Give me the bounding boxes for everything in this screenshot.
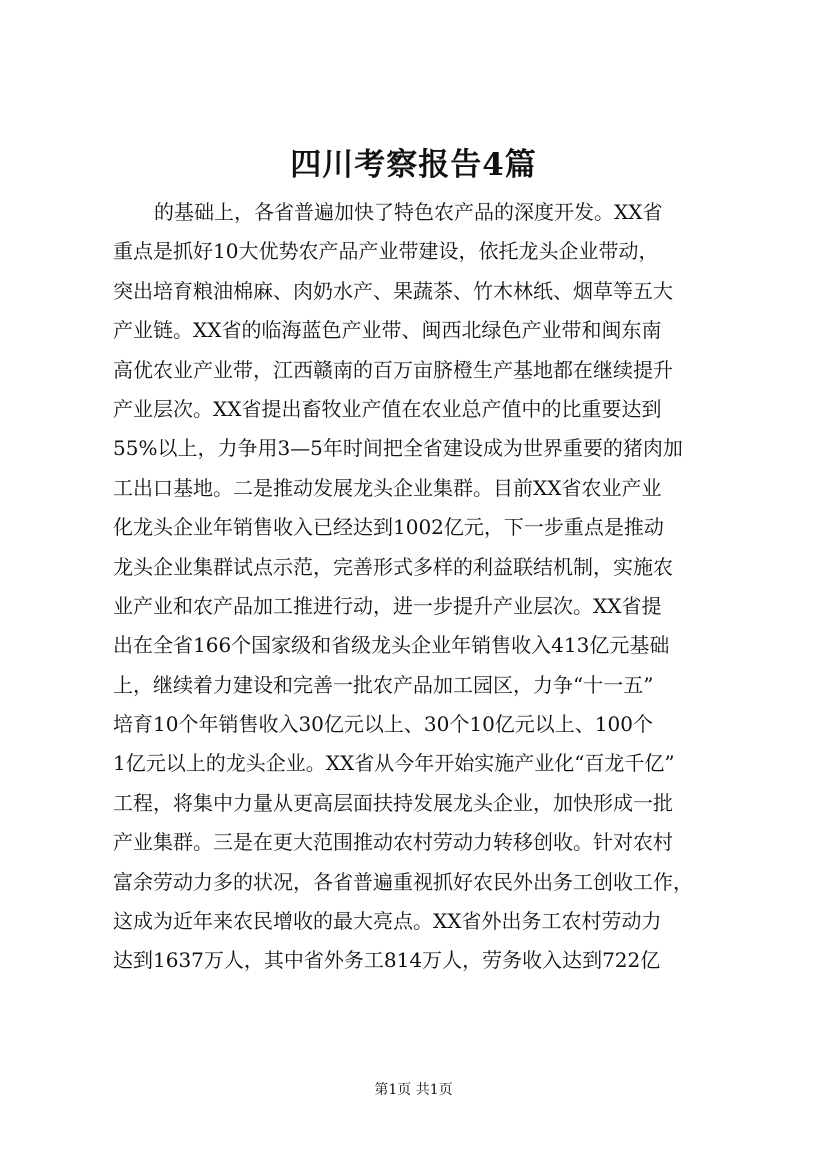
- body-line: 培育10个年销售收入30亿元以上、30个10亿元以上、100个: [113, 712, 653, 737]
- body-line: 突出培育粮油棉麻、肉奶水产、果蔬茶、竹木林纸、烟草等五大: [113, 278, 673, 303]
- body-line: 产业链。XX省的临海蓝色产业带、闽西北绿色产业带和闽东南: [113, 318, 662, 343]
- body-line: 1亿元以上的龙头企业。XX省从今年开始实施产业化“百龙千亿”: [113, 751, 675, 776]
- body-line: 这成为近年来农民增收的最大亮点。XX省外出务工农村劳动力: [113, 909, 662, 934]
- body-line: 工出口基地。二是推动发展龙头企业集群。目前XX省农业产业: [113, 475, 662, 500]
- body-line: 富余劳动力多的状况，各省普遍重视抓好农民外出务工创收工作，: [113, 869, 693, 894]
- body-line: 高优农业产业带，江西赣南的百万亩脐橙生产基地都在继续提升: [113, 357, 673, 382]
- body-line: 产业层次。XX省提出畜牧业产值在农业总产值中的比重要达到: [113, 396, 662, 421]
- body-line: 的基础上，各省普遍加快了特色农产品的深度开发。XX省: [154, 200, 663, 224]
- body-line: 重点是抓好10大优势农产品产业带建设，依托龙头企业带动，: [113, 239, 659, 264]
- body-line: 上，继续着力建设和完善一批农产品加工园区，力争“十一五”: [113, 672, 654, 697]
- document-title: 四川考察报告4篇: [290, 147, 537, 183]
- body-line: 业产业和农产品加工推进行动，进一步提升产业层次。XX省提: [113, 593, 662, 618]
- document-body: [113, 193, 713, 981]
- body-line: 龙头企业集群试点示范，完善形式多样的利益联结机制，实施农: [113, 554, 673, 579]
- body-line: 55%以上，力争用3—5年时间把全省建设成为世界重要的猪肉加: [113, 436, 683, 461]
- body-line: 出在全省166个国家级和省级龙头企业年销售收入413亿元基础: [113, 633, 670, 658]
- body-line: 化龙头企业年销售收入已经达到1002亿元，下一步重点是推动: [113, 515, 664, 540]
- body-line: 工程，将集中力量从更高层面扶持发展龙头企业，加快形成一批: [113, 790, 673, 815]
- body-line: 达到1637万人，其中省外务工814万人，劳务收入达到722亿: [113, 948, 661, 973]
- page-footer: 第1页 共1页: [374, 1082, 453, 1098]
- body-line: 产业集群。三是在更大范围推动农村劳动力转移创收。针对农村: [113, 830, 673, 855]
